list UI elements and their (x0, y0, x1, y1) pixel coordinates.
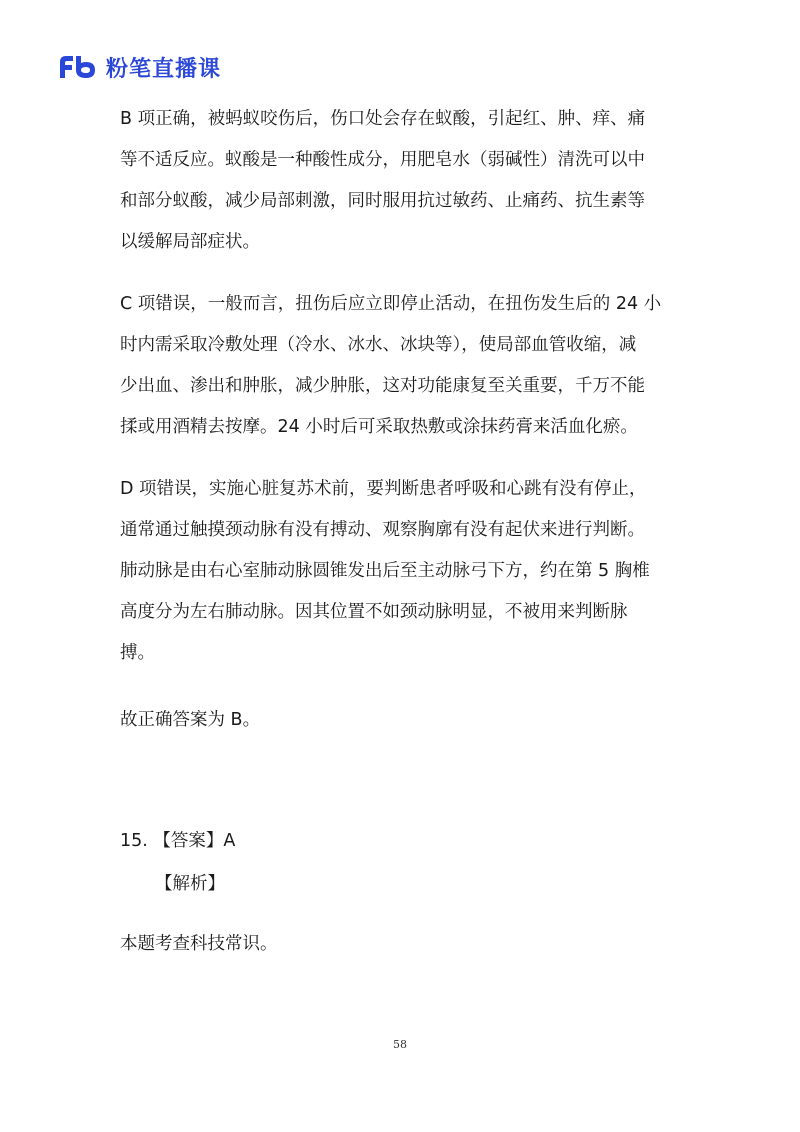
brand-header (58, 52, 221, 82)
text-line: 高度分为左右肺动脉。因其位置不如颈动脉明显，不被用来判断脉 (120, 602, 628, 622)
q15-answer: 15. 【答案】A (120, 831, 236, 851)
text-line: D 项错误，实施心脏复苏术前，要判断患者呼吸和心跳有没有停止， (120, 479, 647, 499)
fb-logo-icon (58, 54, 98, 80)
text-line: 搏。 (120, 643, 155, 663)
text-line: 肺动脉是由右心室肺动脉圆锥发出后至主动脉弓下方，约在第 5 胸椎 (120, 561, 650, 581)
text-line: B 项正确，被蚂蚁咬伤后，伤口处会存在蚁酸，引起红、肿、痒、痛 (120, 109, 646, 129)
text-line: 时内需采取冷敷处理（冷水、冰水、冰块等），使局部血管收缩，减 (120, 335, 637, 355)
q15-analysis-text: 本题考查科技常识。 (120, 934, 278, 954)
text-line: 少出血、渗出和肿胀，减少肿胀，这对功能康复至关重要，千万不能 (120, 376, 645, 396)
text-line: 通常通过触摸颈动脉有没有搏动、观察胸廓有没有起伏来进行判断。 (120, 520, 645, 540)
conclusion-text: 故正确答案为 B。 (120, 710, 261, 730)
text-line: 等不适反应。蚁酸是一种酸性成分，用肥皂水（弱碱性）清洗可以中 (120, 150, 645, 170)
text-line: 揉或用酒精去按摩。24 小时后可采取热敷或涂抹药膏来活血化瘀。 (120, 417, 638, 437)
q15-analysis-label: 【解析】 (155, 874, 225, 894)
paragraph-option-c (120, 284, 680, 448)
text-line: C 项错误，一般而言，扭伤后应立即停止活动，在扭伤发生后的 24 小 (120, 294, 662, 314)
page-number: 58 (393, 1038, 407, 1051)
paragraph-option-d (120, 469, 680, 674)
text-line: 和部分蚁酸，减少局部刺激，同时服用抗过敏药、止痛药、抗生素等 (120, 191, 645, 211)
brand-title: 粉笔直播课 (106, 56, 222, 82)
paragraph-option-b (120, 99, 680, 263)
text-line: 以缓解局部症状。 (120, 232, 260, 252)
